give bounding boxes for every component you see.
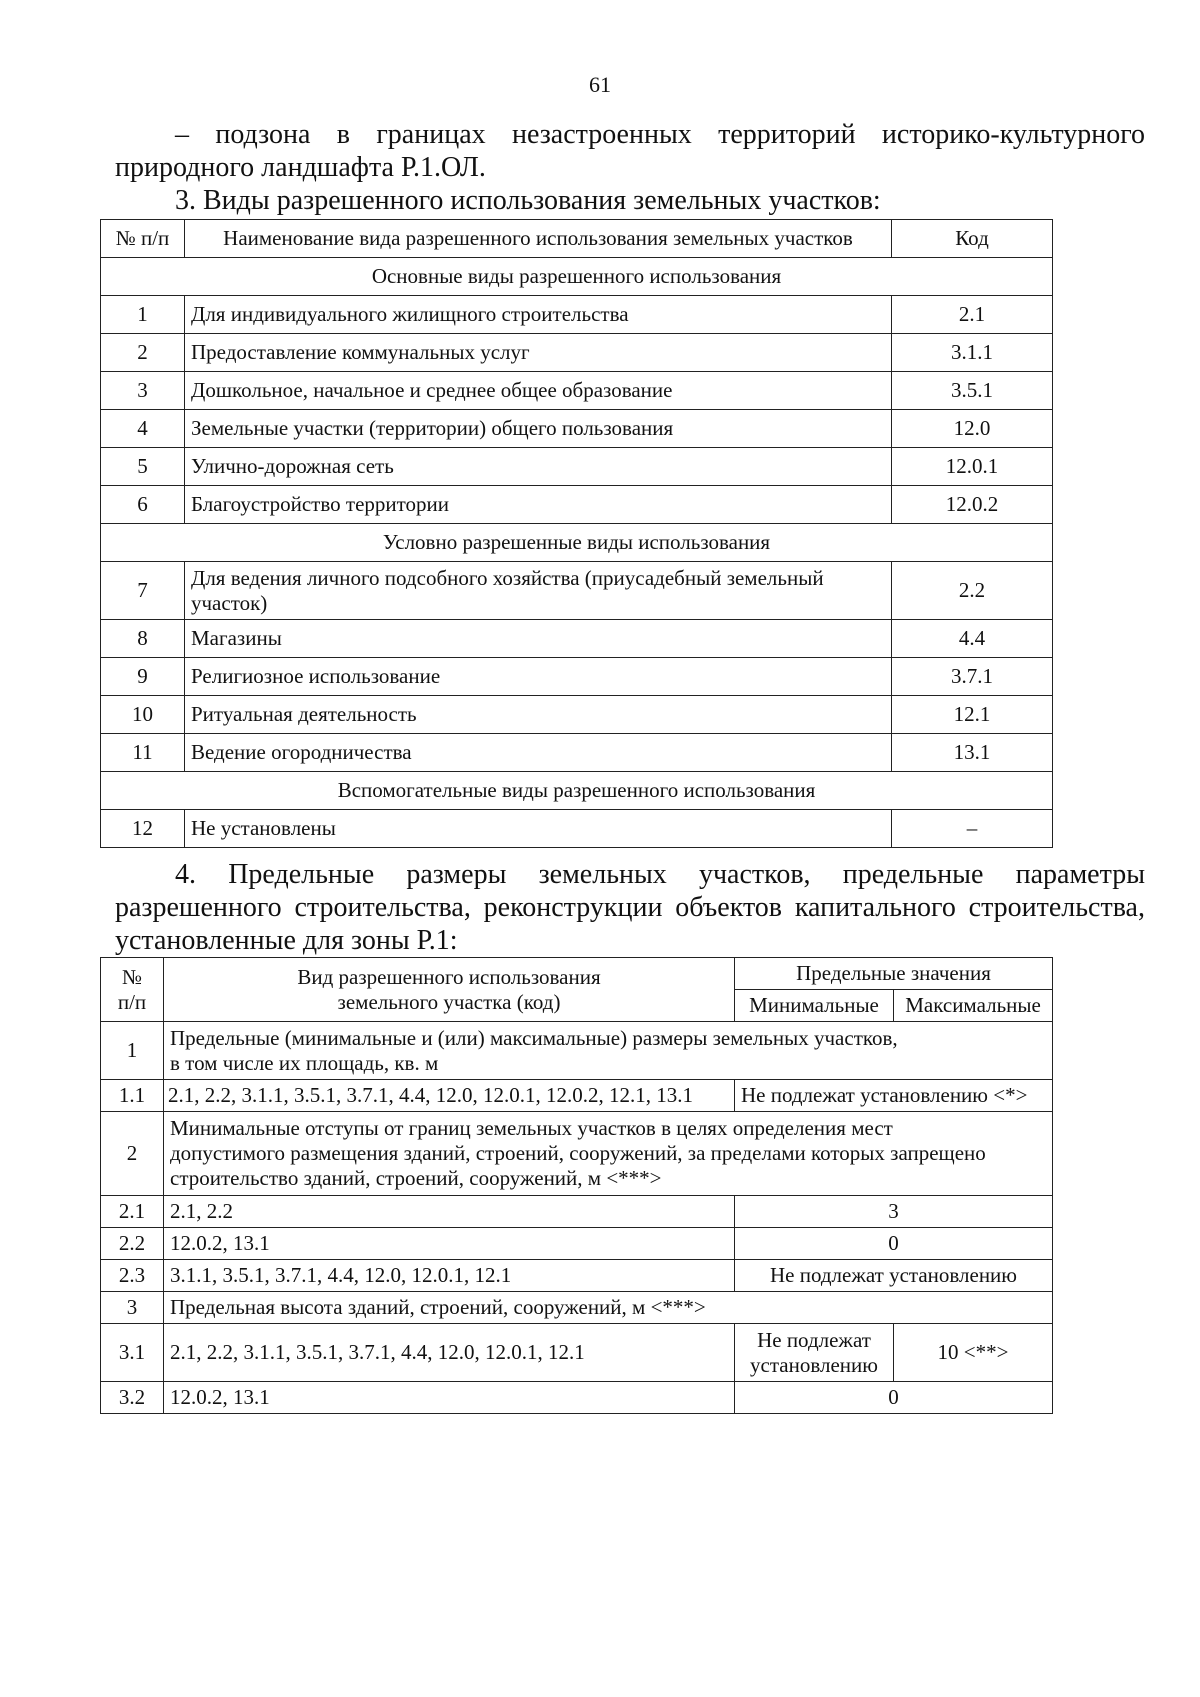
row-number: 3.1 bbox=[101, 1324, 164, 1382]
row-number: 3 bbox=[101, 372, 185, 410]
row-number: 2.3 bbox=[101, 1260, 164, 1292]
row-value: 3 bbox=[735, 1196, 1053, 1228]
row-number: 9 bbox=[101, 658, 185, 696]
header-limits: Предельные значения bbox=[735, 958, 1053, 990]
table-row bbox=[101, 562, 1053, 620]
row-name: Благоустройство территории bbox=[185, 486, 892, 524]
row-number: 4 bbox=[101, 410, 185, 448]
row-number: 7 bbox=[101, 562, 185, 620]
table-row bbox=[101, 372, 1053, 410]
land-use-types-table bbox=[100, 219, 1053, 848]
row-number: 10 bbox=[101, 696, 185, 734]
row-name: Ритуальная деятельность bbox=[185, 696, 892, 734]
row-codes: 12.0.2, 13.1 bbox=[164, 1382, 735, 1414]
row-number: 12 bbox=[101, 810, 185, 848]
row-codes: 2.1, 2.2, 3.1.1, 3.5.1, 3.7.1, 4.4, 12.0, 12.0.1, 12.1 bbox=[164, 1324, 735, 1382]
table-row bbox=[101, 696, 1053, 734]
limits-table bbox=[100, 957, 1053, 1414]
row-name: Для индивидуального жилищного строительства bbox=[185, 296, 892, 334]
table-row bbox=[101, 658, 1053, 696]
row-code: 4.4 bbox=[892, 620, 1053, 658]
row-number: 5 bbox=[101, 448, 185, 486]
section-title: Основные виды разрешенного использования bbox=[101, 258, 1053, 296]
row-number: 2 bbox=[101, 334, 185, 372]
row-code: 3.5.1 bbox=[892, 372, 1053, 410]
row-number: 6 bbox=[101, 486, 185, 524]
row-section-text: Минимальные отступы от границ земельных участков в целях определения мест допустимого размещения зданий, строений, сооружений, за пределами которых запрещено строительство зданий, строений, сооружений, м <***> bbox=[164, 1112, 1053, 1196]
row-name: Религиозное использование bbox=[185, 658, 892, 696]
row-value: Не подлежат установлению bbox=[735, 1260, 1053, 1292]
row-number: 1 bbox=[101, 1022, 164, 1080]
page-number: 61 bbox=[589, 72, 611, 97]
row-name: Не установлены bbox=[185, 810, 892, 848]
row-name: Предоставление коммунальных услуг bbox=[185, 334, 892, 372]
table-row bbox=[101, 448, 1053, 486]
row-number: 2.1 bbox=[101, 1196, 164, 1228]
item-4-line-2: разрешенного строительства, реконструкции объектов капитального строительства, bbox=[115, 892, 1145, 923]
row-name: Земельные участки (территории) общего пользования bbox=[185, 410, 892, 448]
header-max: Максимальные bbox=[894, 990, 1053, 1022]
table-row bbox=[101, 296, 1053, 334]
row-code: 3.7.1 bbox=[892, 658, 1053, 696]
table-row bbox=[101, 410, 1053, 448]
row-code: 2.1 bbox=[892, 296, 1053, 334]
header-code: Код bbox=[892, 220, 1053, 258]
item-3-heading: 3. Виды разрешенного использования земельных участков: bbox=[175, 185, 881, 216]
item-4-line-1: 4. Предельные размеры земельных участков, предельные параметры bbox=[175, 859, 1145, 890]
row-section-text: Предельная высота зданий, строений, сооружений, м <***> bbox=[164, 1292, 1053, 1324]
row-codes: 3.1.1, 3.5.1, 3.7.1, 4.4, 12.0, 12.0.1, 12.1 bbox=[164, 1260, 735, 1292]
header-number: № п/п bbox=[101, 958, 164, 1022]
row-number: 3 bbox=[101, 1292, 164, 1324]
row-name: Ведение огородничества bbox=[185, 734, 892, 772]
row-name: Дошкольное, начальное и среднее общее образование bbox=[185, 372, 892, 410]
header-number: № п/п bbox=[101, 220, 185, 258]
row-codes: 2.1, 2.2, 3.1.1, 3.5.1, 3.7.1, 4.4, 12.0, 12.0.1, 12.0.2, 12.1, 13.1 bbox=[164, 1080, 735, 1112]
item-4-line-3: установленные для зоны Р.1: bbox=[115, 925, 458, 956]
row-name: Улично-дорожная сеть bbox=[185, 448, 892, 486]
header-use-kind: Вид разрешенного использования земельного участка (код) bbox=[164, 958, 735, 1022]
header-min: Минимальные bbox=[735, 990, 894, 1022]
row-code: 12.1 bbox=[892, 696, 1053, 734]
row-code: 12.0.2 bbox=[892, 486, 1053, 524]
row-number: 3.2 bbox=[101, 1382, 164, 1414]
row-min-value: Не подлежат установлению bbox=[735, 1324, 894, 1382]
row-codes: 2.1, 2.2 bbox=[164, 1196, 735, 1228]
intro-line-1: – подзона в границах незастроенных территорий историко-культурного bbox=[175, 119, 1145, 150]
row-name: Для ведения личного подсобного хозяйства (приусадебный земельный участок) bbox=[185, 562, 892, 620]
intro-line-2: природного ландшафта Р.1.ОЛ. bbox=[115, 152, 486, 183]
row-number: 2 bbox=[101, 1112, 164, 1196]
section-title: Условно разрешенные виды использования bbox=[101, 524, 1053, 562]
row-number: 8 bbox=[101, 620, 185, 658]
header-name: Наименование вида разрешенного использования земельных участков bbox=[185, 220, 892, 258]
table-row bbox=[101, 334, 1053, 372]
row-number: 2.2 bbox=[101, 1228, 164, 1260]
row-name: Магазины bbox=[185, 620, 892, 658]
table-row bbox=[101, 734, 1053, 772]
row-code: 3.1.1 bbox=[892, 334, 1053, 372]
row-code: – bbox=[892, 810, 1053, 848]
row-value: 0 bbox=[735, 1228, 1053, 1260]
table-row bbox=[101, 486, 1053, 524]
row-code: 12.0 bbox=[892, 410, 1053, 448]
row-code: 2.2 bbox=[892, 562, 1053, 620]
table-row bbox=[101, 810, 1053, 848]
row-section-text: Предельные (минимальные и (или) максимальные) размеры земельных участков, в том числе их площадь, кв. м bbox=[164, 1022, 1053, 1080]
row-number: 11 bbox=[101, 734, 185, 772]
row-code: 13.1 bbox=[892, 734, 1053, 772]
row-value: 0 bbox=[735, 1382, 1053, 1414]
section-title: Вспомогательные виды разрешенного использования bbox=[101, 772, 1053, 810]
row-value: Не подлежат установлению <*> bbox=[735, 1080, 1053, 1112]
table-row bbox=[101, 620, 1053, 658]
row-number: 1 bbox=[101, 296, 185, 334]
row-number: 1.1 bbox=[101, 1080, 164, 1112]
row-max-value: 10 <**> bbox=[894, 1324, 1053, 1382]
row-code: 12.0.1 bbox=[892, 448, 1053, 486]
row-codes: 12.0.2, 13.1 bbox=[164, 1228, 735, 1260]
